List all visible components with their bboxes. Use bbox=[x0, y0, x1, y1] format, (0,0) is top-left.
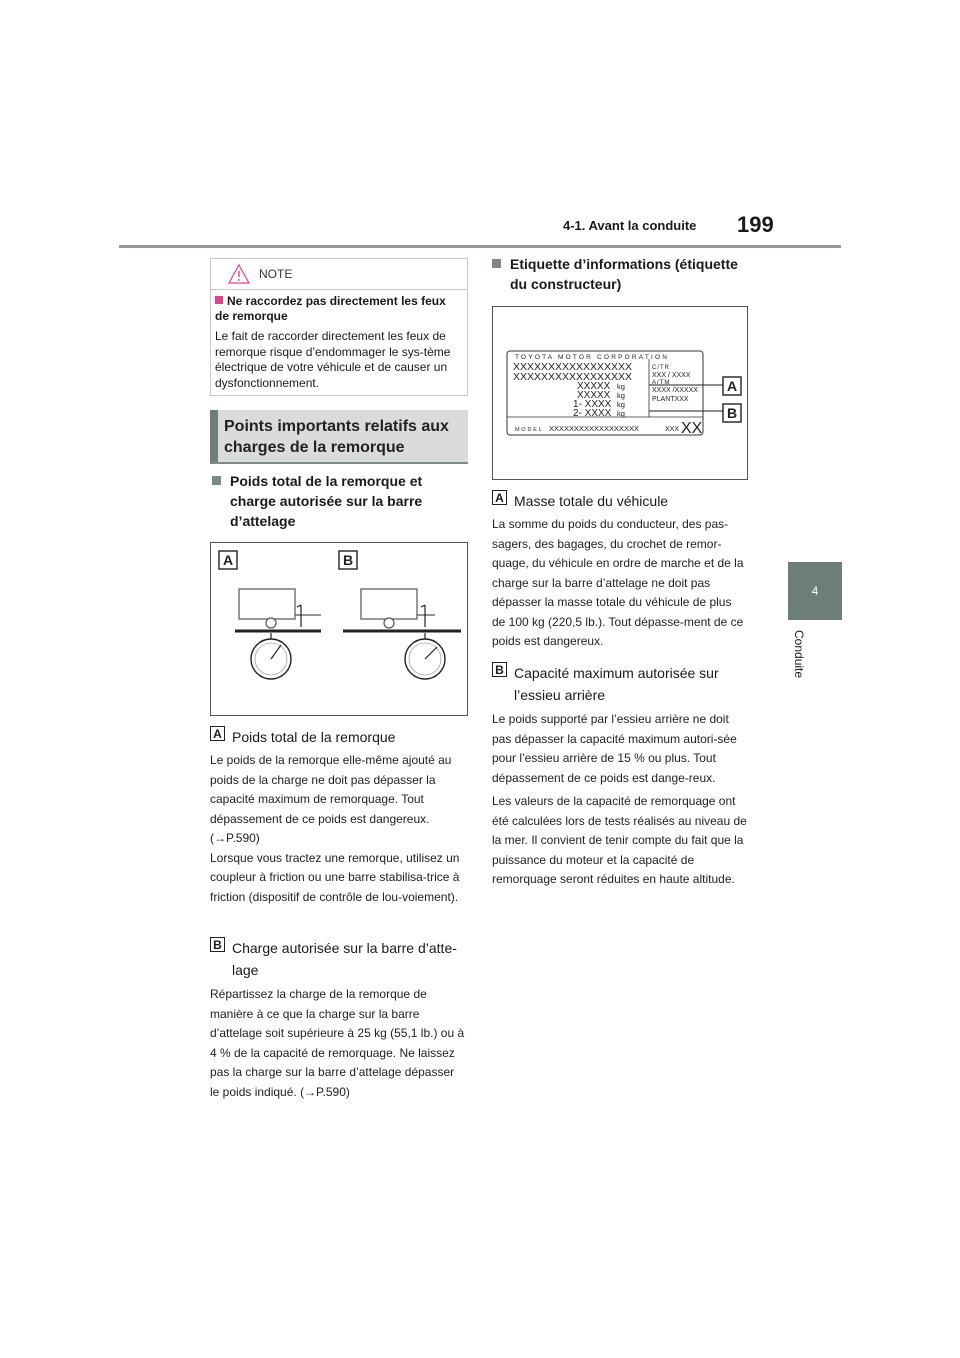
subheading-trailer-weight bbox=[212, 471, 468, 533]
note-item-title-text: Ne raccordez pas directement les feux de remorque bbox=[215, 294, 446, 323]
plate-model-value: XXXXXXXXXXXXXXXXXX bbox=[549, 424, 640, 433]
label-b-box: B bbox=[210, 937, 225, 952]
bullet-square-icon bbox=[215, 296, 223, 304]
plate-model-suffix: XX bbox=[681, 420, 703, 437]
label-a-box: A bbox=[492, 490, 507, 505]
item-b-title-line-2: lage bbox=[232, 962, 259, 978]
right-item-b-heading bbox=[492, 662, 750, 708]
note-body: Le fait de raccorder directement les feux de remorque risque d’endommager le sys-tème électrique de votre véhicule et de causer un dysfonctionnement. bbox=[215, 329, 451, 390]
header-divider bbox=[119, 245, 841, 248]
warning-triangle-icon bbox=[227, 263, 251, 285]
plate-atm: A/TM bbox=[652, 380, 671, 386]
item-a-heading bbox=[210, 726, 468, 748]
trailer-scales-illustration bbox=[211, 543, 467, 715]
subheading-info-text: Etiquette d’informations (étiquette du constructeur) bbox=[510, 256, 738, 292]
plate-model-label: MODEL bbox=[515, 427, 544, 433]
item-a-title: Poids total de la remorque bbox=[232, 729, 396, 745]
plate-line-6: 2- XXXX bbox=[573, 408, 612, 419]
item-b-title-line-1: Charge autorisée sur la barre d’atte- bbox=[232, 940, 457, 956]
bullet-square-icon bbox=[492, 259, 501, 268]
plate-line-3: XXXXX bbox=[577, 381, 611, 392]
label-b-box: B bbox=[492, 662, 507, 677]
plate-unit-4: kg bbox=[617, 409, 625, 418]
plate-atm-value: XXXX /XXXXX bbox=[652, 387, 698, 394]
manufacturer-plate-illustration bbox=[493, 307, 747, 479]
plate-line-2: XXXXXXXXXXXXXXXXX bbox=[513, 371, 633, 383]
plate-line-4: XXXXX bbox=[577, 390, 611, 401]
chapter-label: Conduite bbox=[792, 630, 806, 679]
subheading-text: Poids total de la remorque et charge autorisée sur la barre d’attelage bbox=[230, 473, 423, 529]
item-a-page-ref[interactable]: (→P.590) bbox=[210, 831, 260, 845]
note-box bbox=[210, 258, 468, 396]
subheading-info-label bbox=[492, 254, 748, 296]
plate-ctr: C/TR bbox=[652, 365, 670, 371]
section-heading bbox=[210, 410, 468, 464]
trailer-weight-figure bbox=[210, 542, 468, 716]
heading-accent-bar bbox=[210, 410, 218, 462]
figure-label-a: A bbox=[222, 552, 234, 568]
right-item-b-title-line-1: Capacité maximum autorisée sur bbox=[514, 665, 719, 681]
note-item-title bbox=[215, 294, 463, 324]
item-a-paragraph bbox=[210, 751, 468, 907]
right-item-b-paragraph bbox=[492, 710, 748, 890]
figure-label-b: B bbox=[342, 552, 354, 568]
section-title: 4-1. Avant la conduite bbox=[563, 218, 697, 233]
right-item-a-paragraph: La somme du poids du conducteur, des pas-sagers, des bagages, du crochet de remor-quage, du véhicule en ordre de marche et de la charge sur la barre d’attelage ne doit pas dépasser la masse totale du véhicule de plus de 100 kg (220,5 lb.). Tout dépasse-ment de ce poids est dangereux. bbox=[492, 517, 744, 648]
item-a-paragraph-1: Le poids de la remorque elle-même ajouté au poids de la charge ne doit pas dépasser la capacité maximum de remorquage. Tout dépassement de ce poids est dangereux. bbox=[210, 753, 452, 826]
plate-ctr-value: XXX / XXXX bbox=[652, 372, 691, 379]
item-b-heading bbox=[210, 937, 468, 983]
bullet-square-icon bbox=[212, 476, 221, 485]
manufacturer-label-figure bbox=[492, 306, 748, 480]
label-a-box: A bbox=[210, 726, 225, 741]
plate-maker: TOYOTA MOTOR CORPORATION bbox=[515, 354, 670, 361]
right-item-b-paragraph-2: Les valeurs de la capacité de remorquage ont été calculées lors de tests réalisés au niveau de la mer. Il convient de tenir compte du fait que la puissance du moteur et la capacité de remorquage seront réduites en haute altitude. bbox=[492, 794, 747, 886]
plate-line-1: XXXXXXXXXXXXXXXXX bbox=[513, 361, 633, 373]
section-heading-text: Points importants relatifs aux charges de la remorque bbox=[224, 418, 449, 456]
chapter-tab[interactable]: 4 bbox=[788, 562, 842, 620]
right-item-b-title-line-2: l’essieu arrière bbox=[514, 687, 606, 703]
right-item-a-heading bbox=[492, 490, 750, 512]
plate-callout-b: B bbox=[726, 405, 738, 421]
plate-line-5: 1- XXXX bbox=[573, 399, 612, 410]
note-label: NOTE bbox=[259, 267, 293, 281]
plate-unit-2: kg bbox=[617, 391, 625, 400]
right-item-b-paragraph-1: Le poids supporté par l’essieu arrière ne doit pas dépasser la capacité maximum autori-sée pour l’essieu arrière de 15 % ou plus. Tout dépassement de ce poids est dange-reux. bbox=[492, 712, 737, 785]
plate-unit-1: kg bbox=[617, 382, 625, 391]
note-header bbox=[211, 259, 467, 290]
right-item-a-title: Masse totale du véhicule bbox=[514, 493, 669, 509]
plate-plant: PLANTXXX bbox=[652, 396, 689, 403]
page-number: 199 bbox=[737, 212, 774, 237]
plate-unit-3: kg bbox=[617, 400, 625, 409]
plate-callout-a: A bbox=[726, 378, 738, 394]
plate-model-code: XXX bbox=[665, 426, 680, 433]
item-b-paragraph: Répartissez la charge de la remorque de manière à ce que la charge sur la barre d’attelage soit supérieure à 25 kg (55,1 lb.) ou à 4 % de la capacité de remorquage. Ne laissez pas la charge sur la barre d’attelage dépasser le poids indiqué. (→P.590) bbox=[210, 987, 465, 1099]
item-a-paragraph-3: Lorsque vous tractez une remorque, utilisez un coupleur à friction ou une barre stabilisa-trice à friction (dispositif de contrôle de lou-voiement). bbox=[210, 850, 460, 904]
